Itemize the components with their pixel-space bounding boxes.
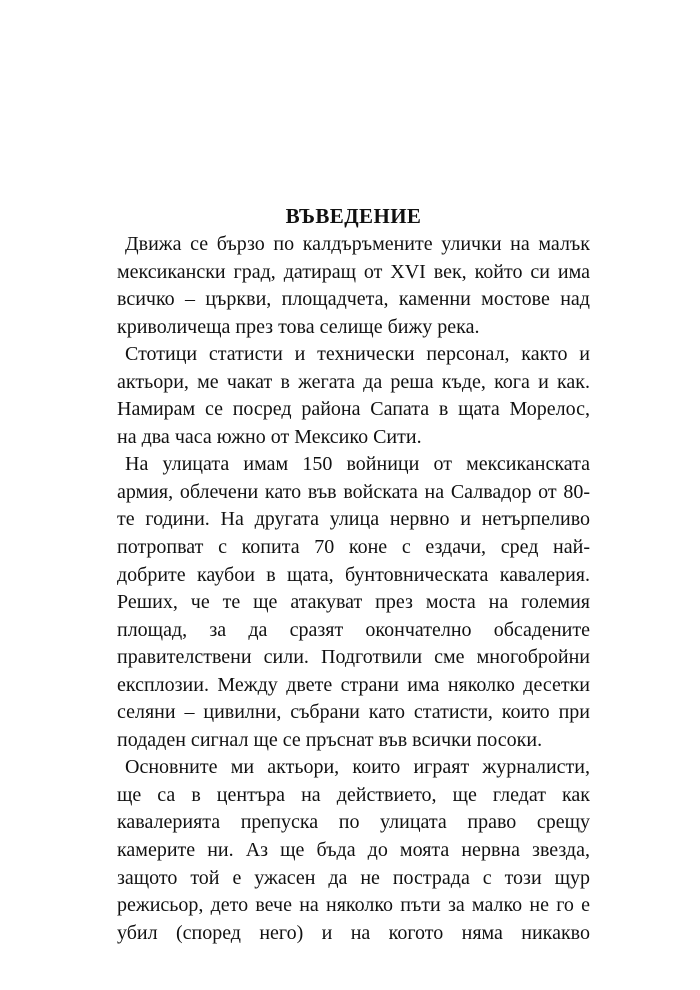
text-line: селяни – цивилни, събрани като статисти, които при: [117, 701, 590, 724]
text-line: камерите ни. Аз ще бъда до моята нервна звезда,: [117, 839, 590, 862]
text-line: защото той е ужасен да не пострада с този щур: [117, 866, 590, 889]
text-line: криволичеща през това селище бижу река.: [117, 315, 480, 338]
text-line: режисьор, дето вече на няколко пъти за малко не го е: [117, 894, 590, 917]
text-line: площад, за да сразят окончателно обсадените: [117, 618, 590, 641]
paragraph-3: [117, 451, 590, 754]
text-line: всичко – църкви, площадчета, каменни мостове над: [117, 288, 590, 311]
text-line: Намирам се посред района Сапата в щата Морелос,: [117, 398, 590, 421]
text-line: те години. На другата улица нервно и нетърпеливо: [117, 508, 590, 531]
text-line: актьори, ме чакат в жегата да реша къде, кога и как.: [117, 370, 590, 393]
text-line: Стотици статисти и технически персонал, както и: [125, 343, 590, 366]
text-line: кавалерията препуска по улицата право срещу: [117, 811, 590, 834]
text-line: армия, облечени като във войската на Салвадор от 80-: [117, 480, 590, 503]
text-line: убил (според него) и на когото няма никакво: [117, 921, 590, 944]
chapter-title: ВЪВЕДЕНИЕ: [285, 204, 422, 228]
text-line: Основните ми актьори, които играят журналисти,: [125, 756, 590, 779]
text-line: мексикански град, датиращ от XVI век, който си има: [117, 260, 590, 283]
text-line: На улицата имам 150 войници от мексиканската: [125, 453, 590, 476]
text-line: на два часа южно от Мексико Сити.: [117, 425, 422, 448]
paragraph-2: [117, 341, 590, 451]
text-line: експлозии. Между двете страни има няколко десетки: [117, 673, 590, 696]
text-line: правителствени сили. Подготвили сме многобройни: [117, 646, 590, 669]
text-line: ще са в центъра на действието, ще гледат как: [117, 783, 590, 806]
text-line: Реших, че те ще атакуват през моста на големия: [117, 591, 590, 614]
page-text: [117, 204, 590, 947]
text-line: добрите каубои в щата, бунтовническата кавалерия.: [117, 563, 590, 586]
paragraph-4: [117, 754, 590, 947]
paragraph-1: [117, 231, 590, 341]
text-line: потропват с копита 70 коне с ездачи, сред най-: [117, 536, 590, 559]
text-line: Движа се бързо по калдъръмените улички на малък: [125, 233, 590, 255]
text-line: подаден сигнал ще се пръснат във всички посоки.: [117, 728, 543, 751]
